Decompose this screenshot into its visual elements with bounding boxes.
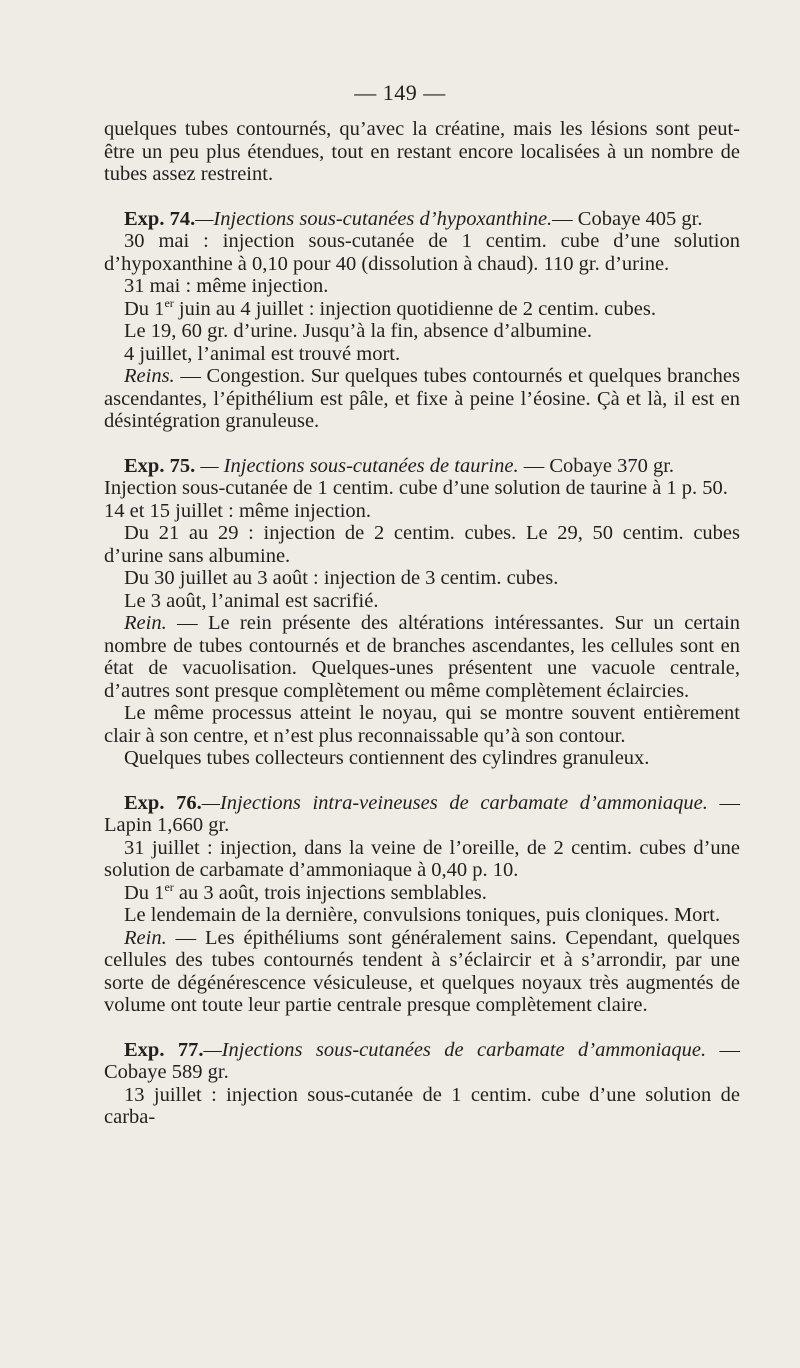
exp75-label: Exp. 75. [124, 454, 196, 477]
exp75-subject: — Cobaye 370 gr. [518, 454, 675, 477]
exp74-text: — Congestion. Sur quelques tubes contournés et quelques branches ascendantes, l’épithélium est pâle, et fixe à peine l’éosine. Çà et là, il est en désintégration granuleuse. [104, 365, 740, 432]
exp76-text: au 3 août, trois injections semblables. [173, 881, 487, 904]
exp74-paragraph: 31 mai : même injection. [124, 275, 329, 297]
exp74-title: —Injections sous-cutanées d’hypoxanthine. [195, 207, 553, 230]
exp75-paragraph: Du 21 au 29 : injection de 2 centim. cubes. Le 29, 50 centim. cubes d’urine sans albumine. [104, 522, 740, 567]
exp74-label: Exp. 74. [124, 207, 196, 230]
exp75-paragraph: Du 30 juillet au 3 août : injection de 3 centim. cubes. [124, 567, 559, 589]
exp75-paragraph: 14 et 15 juillet : même injection. [104, 499, 372, 522]
exp76-label: Exp. 76. [124, 791, 202, 814]
exp77-heading [104, 1039, 740, 1084]
exp77-subject: — Cobaye 589 gr. [104, 1038, 741, 1083]
exp74-superscript: er [164, 295, 174, 310]
exp74-subject: — Cobaye 405 gr. [552, 207, 703, 230]
exp76-rein-label: Rein. [124, 926, 167, 949]
exp77-label: Exp. 77. [124, 1038, 204, 1061]
exp75-paragraph: Le même processus atteint le noyau, qui se montre souvent entièrement clair à son centre, et n’est plus reconnaissable qu’à son contour. [104, 702, 740, 747]
exp74-text: Du 1 [124, 297, 165, 320]
exp74-paragraph [104, 295, 740, 321]
exp76-heading [104, 792, 740, 837]
exp77-paragraph: 13 juillet : injection sous-cutanée de 1 centim. cube d’une solution de carba- [104, 1083, 740, 1128]
page-body [104, 118, 740, 1129]
exp76-text: Du 1 [124, 881, 165, 904]
exp76-title: —Injections intra-veineuses de carbamate d’ammoniaque. [201, 791, 708, 814]
exp74-heading [104, 208, 740, 231]
exp76-subject: — Lapin 1,660 gr. [104, 791, 741, 836]
exp76-paragraph: Le lendemain de la dernière, convulsions toniques, puis cloniques. Mort. [124, 904, 721, 926]
exp75-paragraph: Le 3 août, l’animal est sacrifié. [124, 589, 379, 612]
exp77-title: —Injections sous-cutanées de carbamate d’ammoniaque. [203, 1038, 707, 1061]
exp75-paragraph [104, 612, 740, 702]
exp76-paragraph: 31 juillet : injection, dans la veine de l’oreille, de 2 centim. cubes d’une solution de carbamate d’ammoniaque à 0,40 p. 10. [104, 836, 740, 881]
exp74-reins-label: Reins. [124, 365, 175, 387]
exp76-superscript: er [164, 879, 174, 894]
exp75-paragraph: Injection sous-cutanée de 1 centim. cube d’une solution de taurine à 1 p. 50. [104, 477, 728, 499]
exp75-text: — Le rein présente des altérations intéressantes. Sur un certain nombre de tubes contournés et de branches ascendantes, les cellules sont en état de vacuolisation. Quelques-unes présentent une vacuole centrale, d’autres sont presque complètement ou même complètement éclaircies. [104, 612, 740, 702]
exp76-text: — Les épithéliums sont généralement sains. Cependant, quelques cellules des tubes contournés tendent à s’éclaircir et à s’arrondir, par une sorte de dégénérescence vésiculeuse, et quelques noyaux très augmentés de volume ont toute leur partie centrale presque complètement claire. [104, 926, 740, 1016]
page-number: — 149 — [354, 80, 446, 105]
exp75-heading [104, 455, 740, 478]
exp74-paragraph: 4 juillet, l’animal est trouvé mort. [124, 342, 401, 365]
intro-paragraph: quelques tubes contournés, qu’avec la créatine, mais les lésions sont peut-être un peu plus étendues, tout en restant encore localisées à un nombre de tubes assez restreint. [104, 118, 740, 185]
exp75-title: — Injections sous-cutanées de taurine. [195, 454, 519, 477]
exp76-paragraph [104, 879, 740, 905]
exp74-paragraph: Le 19, 60 gr. d’urine. Jusqu’à la fin, absence d’albumine. [124, 320, 592, 342]
exp76-paragraph [104, 927, 740, 1017]
exp74-paragraph [104, 365, 740, 433]
exp74-paragraph: 30 mai : injection sous-cutanée de 1 centim. cube d’une solution d’hypoxanthine à 0,10 pour 40 (dissolution à chaud). 110 gr. d’urine. [104, 230, 740, 275]
exp75-rein-label: Rein. [124, 612, 167, 634]
exp74-text: juin au 4 juillet : injection quotidienne de 2 centim. cubes. [173, 297, 656, 320]
exp75-paragraph: Quelques tubes collecteurs contiennent des cylindres granuleux. [124, 747, 650, 769]
